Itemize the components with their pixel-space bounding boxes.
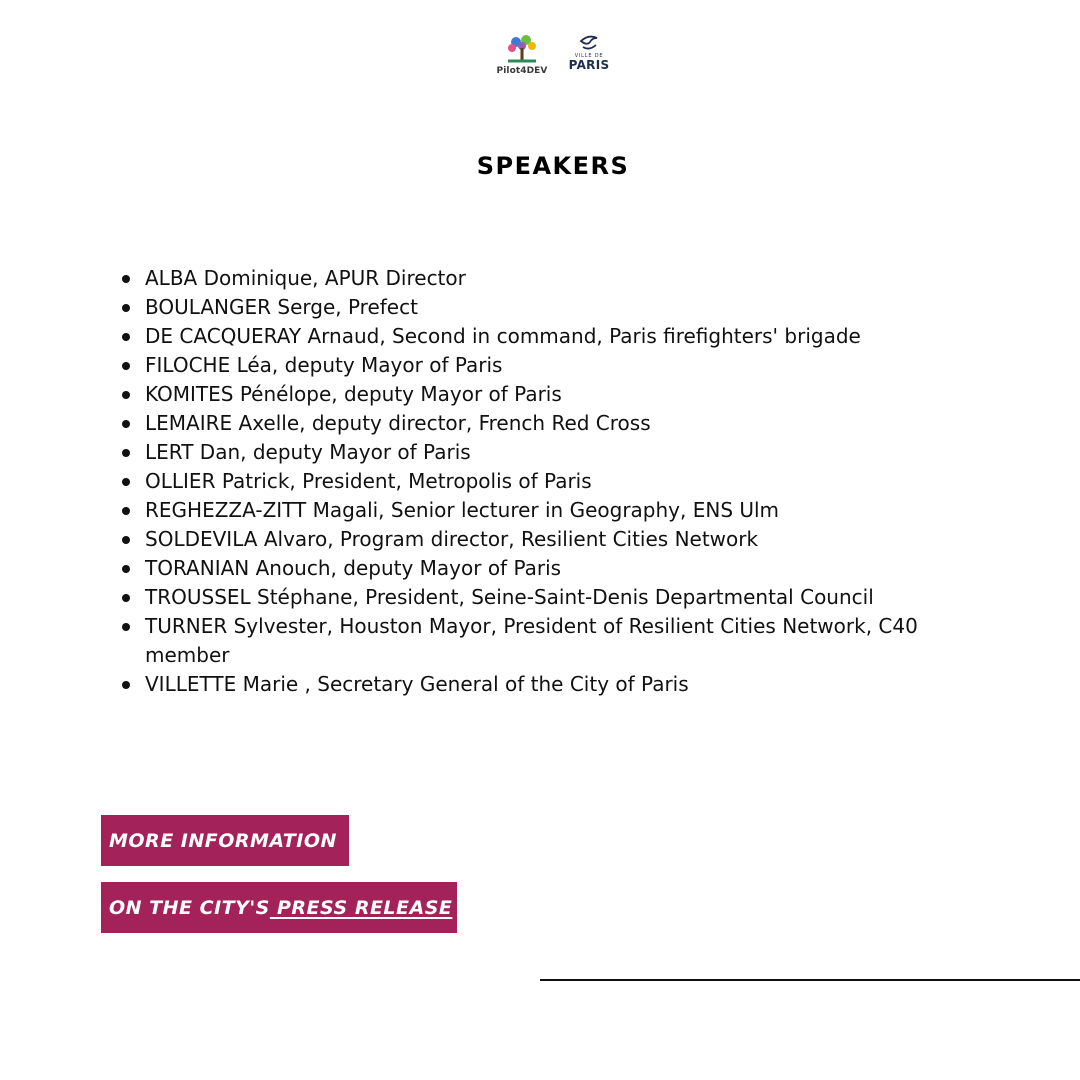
divider <box>540 979 1080 981</box>
paris-label: PARIS <box>568 58 610 72</box>
pilot4dev-logo <box>494 32 550 76</box>
list-item: LERT Dan, deputy Mayor of Paris <box>120 438 980 467</box>
list-item: FILOCHE Léa, deputy Mayor of Paris <box>120 351 980 380</box>
press-release-link[interactable]: PRESS RELEASE <box>269 896 453 919</box>
ville-de-label: VILLE DE <box>574 53 604 59</box>
list-item: LEMAIRE Axelle, deputy director, French Red Cross <box>120 409 980 438</box>
tree-icon <box>502 32 542 64</box>
list-item: TURNER Sylvester, Houston Mayor, President of Resilient Cities Network, C40 member <box>120 612 980 670</box>
page-title: SPEAKERS <box>476 152 630 180</box>
more-information-banner <box>101 815 349 866</box>
more-information-label: MORE INFORMATION <box>109 829 337 852</box>
list-item: SOLDEVILA Alvaro, Program director, Resilient Cities Network <box>120 525 980 554</box>
list-item: TROUSSEL Stéphane, President, Seine-Saint-Denis Departmental Council <box>120 583 980 612</box>
list-item: OLLIER Patrick, President, Metropolis of Paris <box>120 467 980 496</box>
list-item: KOMITES Pénélope, deputy Mayor of Paris <box>120 380 980 409</box>
list-item: REGHEZZA-ZITT Magali, Senior lecturer in Geography, ENS Ulm <box>120 496 980 525</box>
press-release-banner <box>101 882 457 933</box>
list-item: DE CACQUERAY Arnaud, Second in command, Paris firefighters' brigade <box>120 322 980 351</box>
pilot4dev-name: Pilot4DEV <box>496 66 548 76</box>
logo-bar <box>0 32 1080 76</box>
press-release-prefix: ON THE CITY'S <box>109 896 270 919</box>
list-item: TORANIAN Anouch, deputy Mayor of Paris <box>120 554 980 583</box>
ville-de-paris-logo <box>564 32 614 71</box>
list-item: BOULANGER Serge, Prefect <box>120 293 980 322</box>
list-item: ALBA Dominique, APUR Director <box>120 264 980 293</box>
ship-icon <box>577 32 601 52</box>
list-item: VILLETTE Marie , Secretary General of the City of Paris <box>120 670 980 699</box>
speaker-list <box>120 264 980 699</box>
